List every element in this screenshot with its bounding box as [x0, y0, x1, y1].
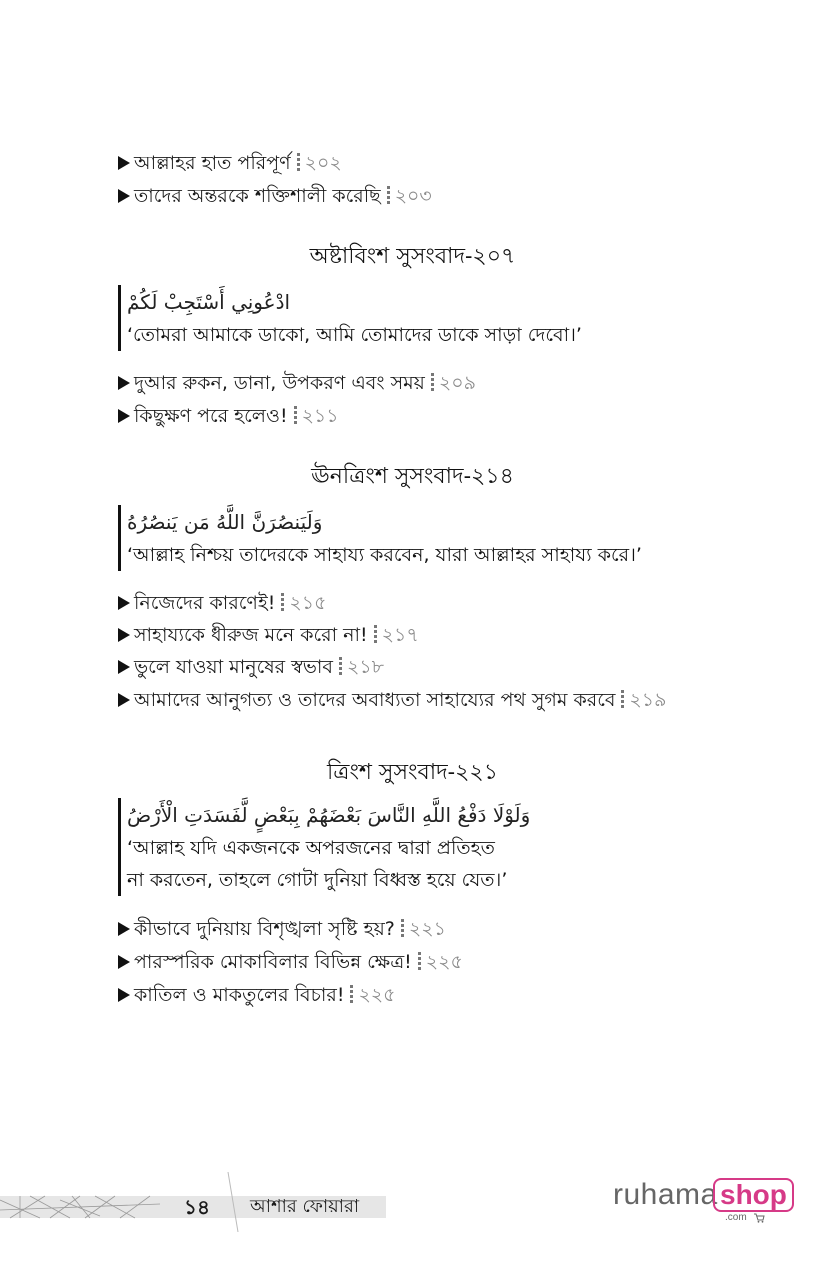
- footer-decoration: [0, 1192, 160, 1222]
- entry-page: ২১৫: [289, 592, 327, 614]
- section-heading: ত্রিংশ সুসংবাদ-২২১: [327, 760, 498, 785]
- toc-entry[interactable]: [118, 982, 396, 1008]
- verse-quote: [118, 798, 530, 896]
- toc-entry[interactable]: [118, 687, 666, 713]
- entry-title: আমাদের আনুগত্য ও তাদের অবাধ্যতা সাহায্যের পথ সুগম করবে: [134, 689, 616, 711]
- triangle-bullet-icon: [118, 922, 130, 936]
- entry-title: কাতিল ও মাকতুলের বিচার!: [134, 984, 345, 1006]
- logo-name: ruhama: [613, 1178, 718, 1211]
- entry-page: ২১৯: [629, 689, 667, 711]
- verse-translation: ‘তোমরা আমাকে ডাকো, আমি তোমাদের ডাকে সাড়া দেবো।’: [127, 324, 582, 346]
- entry-title: দুআর রুকন, ডানা, উপকরণ এবং সময়: [134, 372, 425, 394]
- dotted-separator: [294, 406, 297, 426]
- dotted-separator: [387, 186, 390, 206]
- book-title: আশার ফোয়ারা: [250, 1196, 360, 1217]
- entry-page: ২১৭: [381, 624, 419, 646]
- entry-title: নিজেদের কারণেই!: [134, 592, 276, 614]
- section-heading: অষ্টাবিংশ সুসংবাদ-২০৭: [309, 244, 516, 269]
- verse-translation: না করতেন, তাহলে গোটা দুনিয়া বিধ্বস্ত হয়ে যেত।’: [127, 869, 508, 891]
- entry-page: ২০৯: [438, 372, 476, 394]
- toc-entry[interactable]: [118, 183, 432, 209]
- triangle-bullet-icon: [118, 988, 130, 1002]
- toc-entry[interactable]: [118, 622, 419, 648]
- arabic-verse: ادْعُونِي أَسْتَجِبْ لَكُمْ: [127, 290, 291, 314]
- triangle-bullet-icon: [118, 596, 130, 610]
- entry-page: ২০৩: [394, 185, 432, 207]
- triangle-bullet-icon: [118, 693, 130, 707]
- dotted-separator: [297, 153, 300, 173]
- dotted-separator: [401, 919, 404, 939]
- triangle-bullet-icon: [118, 376, 130, 390]
- entry-page: ২২১: [408, 918, 446, 940]
- entry-title: কিছুক্ষণ পরে হলেও!: [134, 405, 288, 427]
- triangle-bullet-icon: [118, 189, 130, 203]
- dotted-separator: [374, 625, 377, 645]
- entry-title: পারস্পরিক মোকাবিলার বিভিন্ন ক্ষেত্র!: [134, 951, 412, 973]
- dotted-separator: [350, 985, 353, 1005]
- toc-entry[interactable]: [118, 590, 326, 616]
- verse-translation: ‘আল্লাহ নিশ্চয় তাদেরকে সাহায্য করবেন, যারা আল্লাহর সাহায্য করে।’: [127, 544, 642, 566]
- page-number: ১৪: [184, 1195, 210, 1219]
- page-footer: [0, 1192, 400, 1222]
- toc-entry[interactable]: [118, 916, 446, 942]
- entry-title: কীভাবে দুনিয়ায় বিশৃঙ্খলা সৃষ্টি হয়?: [134, 918, 395, 940]
- verse-quote: [118, 285, 582, 351]
- entry-title: আল্লাহর হাত পরিপূর্ণ: [134, 152, 291, 174]
- toc-entry[interactable]: [118, 949, 463, 975]
- triangle-bullet-icon: [118, 660, 130, 674]
- logo-domain: .com: [725, 1212, 747, 1223]
- entry-page: ২০২: [304, 152, 342, 174]
- verse-translation: ‘আল্লাহ যদি একজনকে অপরজনের দ্বারা প্রতিহত: [127, 837, 495, 859]
- arabic-verse: وَلَيَنصُرَنَّ اللَّهُ مَن يَنصُرُهُ: [127, 510, 323, 534]
- dotted-separator: [621, 690, 624, 710]
- verse-quote: [118, 505, 642, 571]
- logo-shop: shop: [713, 1178, 794, 1212]
- entry-page: ২২৫: [358, 984, 396, 1006]
- toc-entry[interactable]: [118, 370, 476, 396]
- triangle-bullet-icon: [118, 955, 130, 969]
- ruhamashop-logo: [613, 1176, 787, 1226]
- entry-page: ২২৫: [425, 951, 463, 973]
- toc-entry[interactable]: [118, 654, 384, 680]
- entry-title: তাদের অন্তরকে শক্তিশালী করেছি: [134, 185, 381, 207]
- dotted-separator: [418, 952, 421, 972]
- entry-page: ২১১: [301, 405, 339, 427]
- entry-title: সাহায্যকে ধীরুজ মনে করো না!: [134, 624, 368, 646]
- entry-title: ভুলে যাওয়া মানুষের স্বভাব: [134, 656, 333, 678]
- triangle-bullet-icon: [118, 409, 130, 423]
- section-heading: ঊনত্রিংশ সুসংবাদ-২১৪: [311, 464, 514, 489]
- cart-icon: [753, 1213, 765, 1223]
- triangle-bullet-icon: [118, 628, 130, 642]
- toc-entry[interactable]: [118, 150, 342, 176]
- dotted-separator: [281, 593, 284, 613]
- entry-page: ২১৮: [346, 656, 384, 678]
- triangle-bullet-icon: [118, 156, 130, 170]
- dotted-separator: [431, 373, 434, 393]
- dotted-separator: [339, 657, 342, 677]
- toc-entry[interactable]: [118, 403, 339, 429]
- arabic-verse: وَلَوْلَا دَفْعُ اللَّهِ النَّاسَ بَعْضَهُمْ بِبَعْضٍ لَّفَسَدَتِ الْأَرْضُ: [127, 803, 531, 827]
